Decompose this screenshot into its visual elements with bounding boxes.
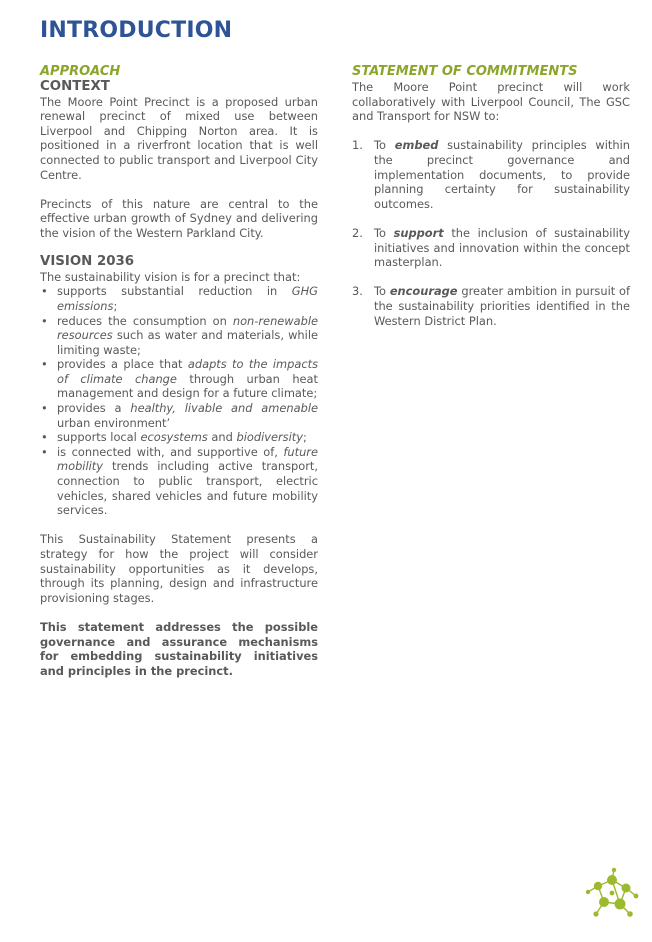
vision-item: • provides a place that adapts to the impacts of climate change through urban heat management and design for a future climate; <box>40 357 318 401</box>
approach-heading: APPROACH <box>40 64 121 79</box>
page-title: INTRODUCTION <box>40 18 233 43</box>
commitments-intro: The Moore Point precinct will work collaboratively with Liverpool Council, The GSC and Transport for NSW to: <box>352 80 630 124</box>
context-paragraph-2: Precincts of this nature are central to the effective urban growth of Sydney and delivering the vision of the Western Parkland City. <box>40 196 318 240</box>
approach-column <box>40 64 318 678</box>
closing-paragraph: This Sustainability Statement presents a strategy for how the project will consider sustainability opportunities as it develops, through its planning, design and infrastructure provisioning stages. <box>40 532 318 605</box>
governance-statement: This statement addresses the possible governance and assurance mechanisms for embedding sustainability initiatives and principles in the precinct. <box>40 619 318 678</box>
vision-item: • is connected with, and supportive of, future mobility trends including active transport, connection to public transport, electric vehicles, shared vehicles and future mobility services. <box>40 445 318 518</box>
commitment-item: 1. To embed sustainability principles within the precinct governance and implementation documents, to provide planning certainty for sustainability outcomes. <box>352 138 630 211</box>
vision-item: • supports local ecosystems and biodiversity; <box>40 430 318 445</box>
vision-item: • supports substantial reduction in GHG emissions; <box>40 284 318 313</box>
vision-heading: VISION 2036 <box>40 254 135 270</box>
context-heading: CONTEXT <box>40 79 110 94</box>
vision-list <box>40 284 318 518</box>
vision-intro: The sustainability vision is for a precinct that: <box>40 269 301 284</box>
commitment-item: 2. To support the inclusion of sustainability initiatives and innovation within the concept masterplan. <box>352 225 630 270</box>
commitments-column <box>352 64 630 343</box>
molecule-network-icon <box>584 866 640 922</box>
vision-item: • provides a healthy, livable and amenable urban environment’ <box>40 401 318 430</box>
context-paragraph-1: The Moore Point Precinct is a proposed urban renewal precinct of mixed use between Liverpool and Chipping Norton area. It is positioned in a riverfront location that is well connected to public transport and Liverpool City Centre. <box>40 94 318 182</box>
commitments-list <box>352 138 630 328</box>
commitment-item: 3. To encourage greater ambition in pursuit of the sustainability priorities identified in the Western District Plan. <box>352 284 630 328</box>
commitments-heading: STATEMENT OF COMMITMENTS <box>352 64 578 79</box>
vision-item: • reduces the consumption on non-renewable resources such as water and materials, while limiting waste; <box>40 314 318 358</box>
